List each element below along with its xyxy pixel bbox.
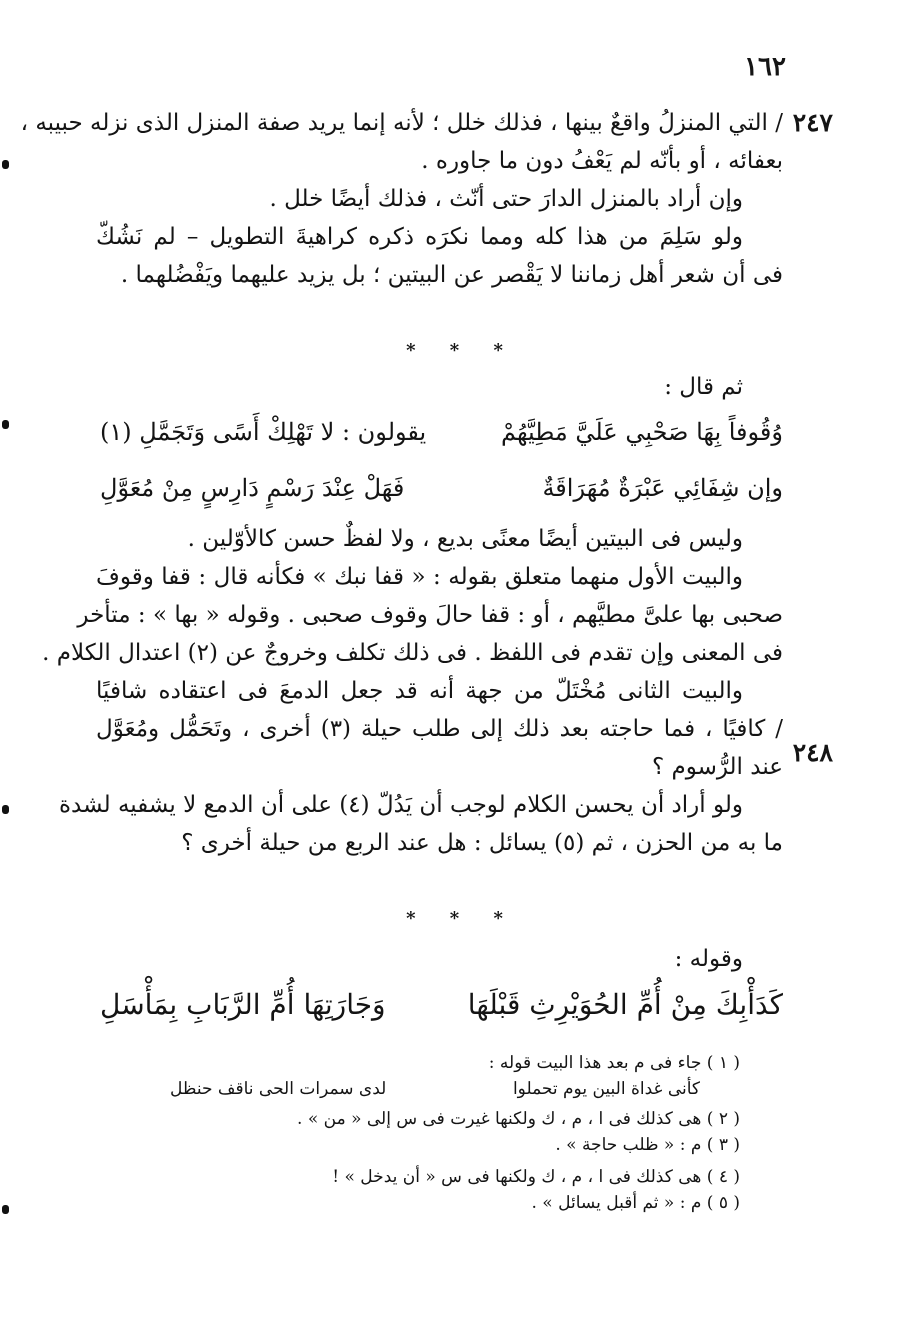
- margin-number-247: ٢٤٧: [792, 108, 833, 137]
- text-line: / كافيًا ، فما حاجته بعد ذلك إلى طلب حيلة (٣) أخرى ، وتَحَمُّل ومُعَوَّل: [96, 716, 783, 742]
- verse-hemistich-second: فَهَلْ عِنْدَ رَسْمٍ دَارِسٍ مِنْ مُعَوَّلِ: [100, 474, 405, 502]
- verse-2: [100, 474, 783, 514]
- text-line: فى أن شعر أهل زماننا لا يَقْصر عن البيتين ؛ بل يزيد عليهما ويَفْضُلهما .: [120, 262, 783, 288]
- text-line: ما به من الحزن ، ثم (٥) يسائل : هل عند الربع من حيلة أخرى ؟: [181, 830, 783, 856]
- verse-3: [100, 988, 783, 1028]
- binding-mark: [2, 805, 9, 814]
- text-line: وإن أراد بالمنزل الدارَ حتى أنّث ، فذلك أيضًا خلل .: [269, 186, 743, 212]
- text-line: والبيت الأول منهما متعلق بقوله : « قفا نبك » فكأنه قال : قفا وقوفَ: [96, 564, 743, 590]
- verse-hemistich-second: يقولون : لا تَهْلِكْ أَسًى وَتَجَمَّلِ (١): [100, 418, 427, 446]
- footnote-2: ( ٢ ) هى كذلك فى ا ، م ، ك ولكنها غيرت فى س إلى « من » .: [297, 1109, 740, 1129]
- text-line: ولو أراد أن يحسن الكلام لوجب أن يَدُلّ (٤) على أن الدمع لا يشفيه لشدة: [59, 792, 743, 818]
- verse-hemistich-first: وُقُوفاً بِهَا صَحْبِي عَلَيَّ مَطِيَّهُمْ: [500, 418, 783, 446]
- binding-mark: [2, 1205, 9, 1214]
- text-line: وليس فى البيتين أيضًا معنًى بديع ، ولا لفظٌ حسن كالأوّلين .: [187, 526, 743, 552]
- binding-mark: [2, 420, 9, 429]
- footnote-3: ( ٣ ) م : « ظلب حاجة » .: [555, 1135, 740, 1155]
- text-line: / التي المنزلُ واقعٌ بينها ، فذلك خلل ؛ لأنه إنما يريد صفة المنزل الذى نزله حبيبه ،: [20, 110, 783, 136]
- footnote-verse-first: كأنى غداة البين يوم تحملوا: [512, 1079, 700, 1099]
- text-line: بعفائه ، أو بأنّه لم يَعْفُ دون ما جاوره .: [421, 148, 783, 174]
- text-line: عند الرُّسوم ؟: [651, 754, 783, 780]
- verse-1: [100, 418, 783, 458]
- footnote-1-verse: [170, 1076, 740, 1106]
- text-line: والبيت الثانى مُخْتَلّ من جهة أنه قد جعل الدمعَ فى اعتقاده شافيًا: [96, 678, 743, 704]
- verse-hemistich-second: وَجَارَتِهَا أُمِّ الرَّبَابِ بِمَأْسَلِ: [100, 988, 386, 1021]
- section-separator: * * *: [406, 340, 517, 361]
- text-line: فى المعنى وإن تقدم فى اللفظ . فى ذلك تكلف وخروجٌ عن (٢) اعتدال الكلام .: [42, 640, 783, 666]
- text-line: ثم قال :: [664, 374, 743, 400]
- footnote-5: ( ٥ ) م : « ثم أقبل يسائل » .: [531, 1193, 740, 1213]
- paragraph-1: [20, 104, 783, 294]
- footnote-4: ( ٤ ) هى كذلك فى ا ، م ، ك ولكنها فى س « أن يدخل » !: [332, 1167, 740, 1187]
- his-saying-label: [96, 940, 783, 978]
- text-line: ولو سَلِمَ من هذا كله ومما نكرَه ذكره كراهيةَ التطويل – لم نَشُكّ: [96, 224, 743, 250]
- footnote-1: ( ١ ) جاء فى م بعد هذا البيت قوله :: [488, 1053, 740, 1073]
- margin-number-248: ٢٤٨: [792, 738, 833, 767]
- footnote-verse-second: لدى سمرات الحى ناقف حنظل: [170, 1079, 387, 1099]
- verse-hemistich-first: كَدَأْبِكَ مِنْ أُمِّ الحُوَيْرِثِ قَبْلَهَا: [467, 988, 783, 1021]
- text-line: وقوله :: [674, 946, 743, 972]
- footnotes: [170, 1050, 740, 1260]
- page-number: ١٦٢: [744, 52, 786, 82]
- then-said-label: [96, 368, 783, 406]
- paragraph-2: [42, 520, 783, 862]
- verse-hemistich-first: وإن شِفَائِي عَبْرَةٌ مُهَرَاقَةٌ: [542, 474, 783, 502]
- text-line: صحبى بها علىَّ مطيَّهم ، أو : قفا حالَ وقوف صحبى . وقوله « بها » : متأخر: [77, 602, 783, 628]
- section-separator: * * *: [406, 908, 517, 929]
- binding-mark: [2, 160, 9, 169]
